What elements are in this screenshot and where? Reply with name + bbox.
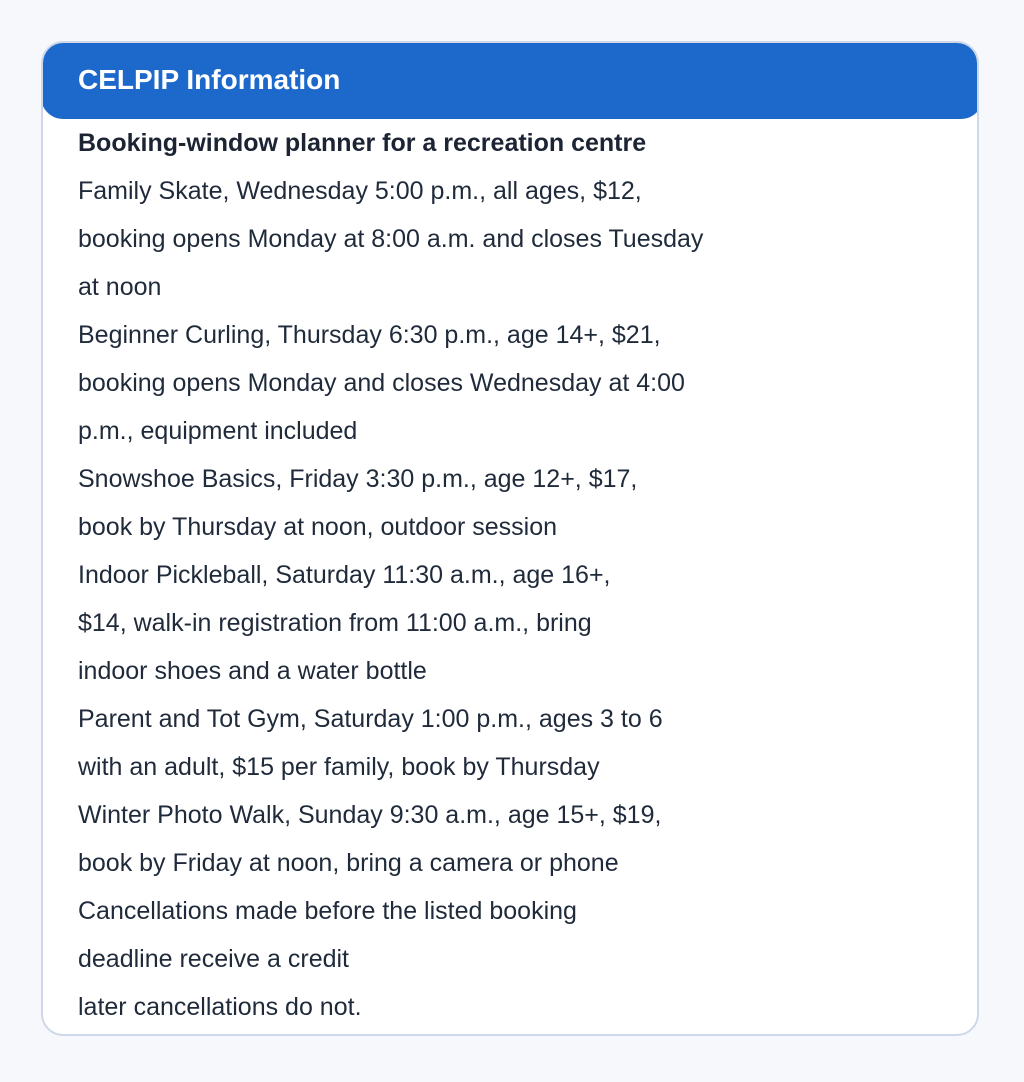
info-line: $14, walk-in registration from 11:00 a.m., bring xyxy=(78,609,592,637)
info-line: Parent and Tot Gym, Saturday 1:00 p.m., ages 3 to 6 xyxy=(78,705,663,733)
info-line: Family Skate, Wednesday 5:00 p.m., all ages, $12, xyxy=(78,177,642,205)
info-line: later cancellations do not. xyxy=(78,993,362,1021)
info-line: booking opens Monday and closes Wednesday at 4:00 xyxy=(78,369,685,397)
info-line: at noon xyxy=(78,273,162,301)
info-line: book by Thursday at noon, outdoor session xyxy=(78,513,558,541)
info-line: indoor shoes and a water bottle xyxy=(78,657,427,685)
info-line: Beginner Curling, Thursday 6:30 p.m., age 14+, $21, xyxy=(78,321,661,349)
panel-header xyxy=(41,41,979,119)
panel-heading: Booking-window planner for a recreation centre xyxy=(78,129,647,157)
info-line: p.m., equipment included xyxy=(78,417,358,445)
info-line: book by Friday at noon, bring a camera or phone xyxy=(78,849,619,877)
info-line: Cancellations made before the listed booking xyxy=(78,897,577,925)
info-line: Snowshoe Basics, Friday 3:30 p.m., age 12+, $17, xyxy=(78,465,638,493)
info-line: Winter Photo Walk, Sunday 9:30 a.m., age 15+, $19, xyxy=(78,801,662,829)
info-line: deadline receive a credit xyxy=(78,945,349,973)
panel-title: CELPIP Information xyxy=(78,64,341,95)
info-panel xyxy=(41,41,979,1036)
info-line: with an adult, $15 per family, book by Thursday xyxy=(78,753,600,781)
info-line: Indoor Pickleball, Saturday 11:30 a.m., age 16+, xyxy=(78,561,611,589)
info-line: booking opens Monday at 8:00 a.m. and closes Tuesday xyxy=(78,225,704,253)
panel-body xyxy=(78,119,958,1031)
